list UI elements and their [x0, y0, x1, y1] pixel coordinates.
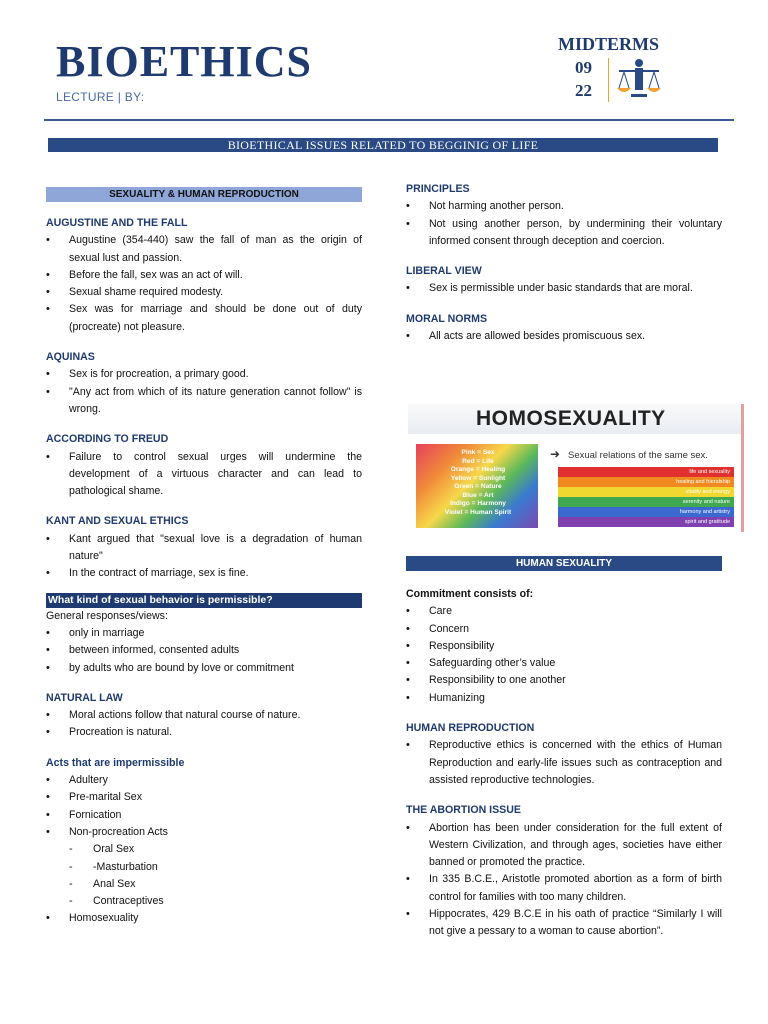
section-title-human-sexuality: HUMAN SEXUALITY [406, 556, 722, 571]
list-augustine [46, 232, 362, 336]
pride-flag-panel [416, 444, 538, 528]
flag-line: Indigo = Harmony [450, 500, 506, 507]
list-item: • Sex was for marriage and should be done out of duty (procreate) not pleasure. [46, 301, 362, 336]
list-item: • by adults who are bound by love or commitment [46, 660, 362, 677]
figure-edge [741, 404, 744, 532]
page-title: BIOETHICS [56, 37, 312, 86]
list-liberal [406, 280, 722, 297]
list-item: • Augustine (354-440) saw the fall of man as the origin of sexual lust and passion. [46, 232, 362, 267]
list-commitment [406, 603, 722, 707]
heading-liberal-view: LIBERAL VIEW [406, 265, 482, 278]
list-item: • All acts are allowed besides promiscuous sex. [406, 328, 722, 345]
flag-line: Blue = Art [462, 491, 494, 499]
flag-meaning-list [428, 449, 528, 517]
list-item: • Sex is permissible under basic standards that are moral. [406, 280, 722, 297]
rainbow-stripe: healing and friendship [558, 477, 734, 487]
rainbow-stripes [558, 467, 734, 527]
number-bottom: 22 [575, 81, 592, 100]
list-item: • Fornication [46, 807, 362, 824]
flag-line: Red = Life [462, 457, 494, 465]
list-item: • Abortion has been under consideration for the full extent of Western Civilization, and through ages, societies have either banned or promoted the practice. [406, 820, 722, 872]
rainbow-stripe: harmony and artistry [558, 507, 734, 517]
flag-line: Green = Nature [454, 483, 502, 490]
left-column [46, 187, 362, 928]
rainbow-stripe: life and sexuality [558, 467, 734, 477]
list-item: • Adultery [46, 772, 362, 789]
heading-natural-law: NATURAL LAW [46, 691, 123, 704]
list-kant [46, 531, 362, 583]
heading-aquinas: AQUINAS [46, 351, 95, 364]
heading-freud: ACCORDING TO FREUD [46, 433, 169, 446]
section-title-sexuality: SEXUALITY & HUMAN REPRODUCTION [46, 187, 362, 202]
list-item: • Hippocrates, 429 B.C.E in his oath of practice “Similarly I will not give a pessary to a woman to cause abortion”. [406, 906, 722, 941]
list-item: • Safeguarding other’s value [406, 655, 722, 672]
flag-line: Pink = Sex [461, 449, 495, 456]
list-item: • Pre-marital Sex [46, 789, 362, 806]
topic-banner: BIOETHICAL ISSUES RELATED TO BEGGINIG OF LIFE [48, 138, 718, 152]
flag-line: Yellow = Sunlight [450, 474, 506, 482]
list-item: • Care [406, 603, 722, 620]
figure-title: HOMOSEXUALITY [476, 407, 666, 430]
flag-line: Violet = Human Spirit [444, 508, 512, 516]
list-item: • between informed, consented adults [46, 642, 362, 659]
list-item: • Non-procreation Acts [46, 824, 362, 841]
right-column-top [406, 168, 722, 345]
heading-commitment: Commitment consists of: [406, 588, 534, 600]
list-general [46, 625, 362, 677]
list-item: • Homosexuality [46, 910, 362, 927]
list-abortion [406, 820, 722, 941]
flag-line: Orange = Healing [450, 466, 506, 473]
list-item: • Not using another person, by undermining their voluntary informed consent through deception and coercion. [406, 216, 722, 251]
list-aquinas [46, 366, 362, 418]
list-item: • In the contract of marriage, sex is fine. [46, 565, 362, 582]
header-divider [608, 58, 609, 102]
rainbow-stripe: vitality and energy [558, 487, 734, 497]
list-item: • Procreation is natural. [46, 724, 362, 741]
sub-list-item: - -Masturbation [46, 859, 362, 876]
heading-human-reproduction: HUMAN REPRODUCTION [406, 722, 535, 735]
list-item: • only in marriage [46, 625, 362, 642]
list-item: • Responsibility [406, 638, 722, 655]
list-item: • Moral actions follow that natural course of nature. [46, 707, 362, 724]
rainbow-stripe: spirit and gratitude [558, 517, 734, 527]
list-item: • Sexual shame required modesty. [46, 284, 362, 301]
heading-abortion: THE ABORTION ISSUE [406, 804, 521, 817]
midterms-label: MIDTERMS [558, 34, 660, 54]
question-bar: What kind of sexual behavior is permissible? [46, 593, 362, 608]
general-label: General responses/views: [46, 609, 168, 622]
header-rule [44, 119, 734, 121]
number-top: 09 [575, 58, 592, 77]
list-item: • Humanizing [406, 690, 722, 707]
sub-list-item: - Anal Sex [46, 876, 362, 893]
heading-principles: PRINCIPLES [406, 183, 470, 195]
list-item: • Concern [406, 621, 722, 638]
lecture-label: LECTURE | BY: [56, 90, 145, 104]
heading-kant: KANT AND SEXUAL ETHICS [46, 515, 189, 528]
list-moral-norms [406, 328, 722, 345]
rainbow-stripe: serenity and nature [558, 497, 734, 507]
list-item: • Reproductive ethics is concerned with the ethics of Human Reproduction and early-life issues such as contraception and assisted reproductive technologies. [406, 737, 722, 789]
list-item: • Not harming another person. [406, 198, 722, 215]
right-column-bottom [406, 556, 722, 941]
list-item: • Kant argued that "sexual love is a degradation of human nature" [46, 531, 362, 566]
list-item: • Failure to control sexual urges will undermine the development of a virtuous character and can lead to pathological shame. [46, 449, 362, 501]
sub-list-item: - Contraceptives [46, 893, 362, 910]
list-item: • Responsibility to one another [406, 672, 722, 689]
arrow-right-icon: ➜ [550, 447, 561, 461]
list-item: • "Any act from which of its nature generation cannot follow" is wrong. [46, 384, 362, 419]
list-item: • Sex is for procreation, a primary good. [46, 366, 362, 383]
list-item: • In 335 B.C.E., Aristotle promoted abortion as a form of birth control for families with too many children. [406, 871, 722, 906]
sub-list-item: - Oral Sex [46, 841, 362, 858]
heading-moral-norms: MORAL NORMS [406, 312, 488, 325]
scales-of-justice-icon [614, 56, 664, 102]
list-item: • Before the fall, sex was an act of will. [46, 267, 362, 284]
list-freud [46, 449, 362, 501]
homosexuality-figure [408, 404, 744, 532]
heading-augustine: AUGUSTINE AND THE FALL [46, 217, 188, 229]
heading-impermissible: Acts that are impermissible [46, 756, 185, 769]
figure-caption: Sexual relations of the same sex. [568, 450, 708, 461]
list-principles [406, 198, 722, 250]
list-reproduction [406, 737, 722, 789]
list-natural-law [46, 707, 362, 742]
list-impermissible [46, 772, 362, 928]
